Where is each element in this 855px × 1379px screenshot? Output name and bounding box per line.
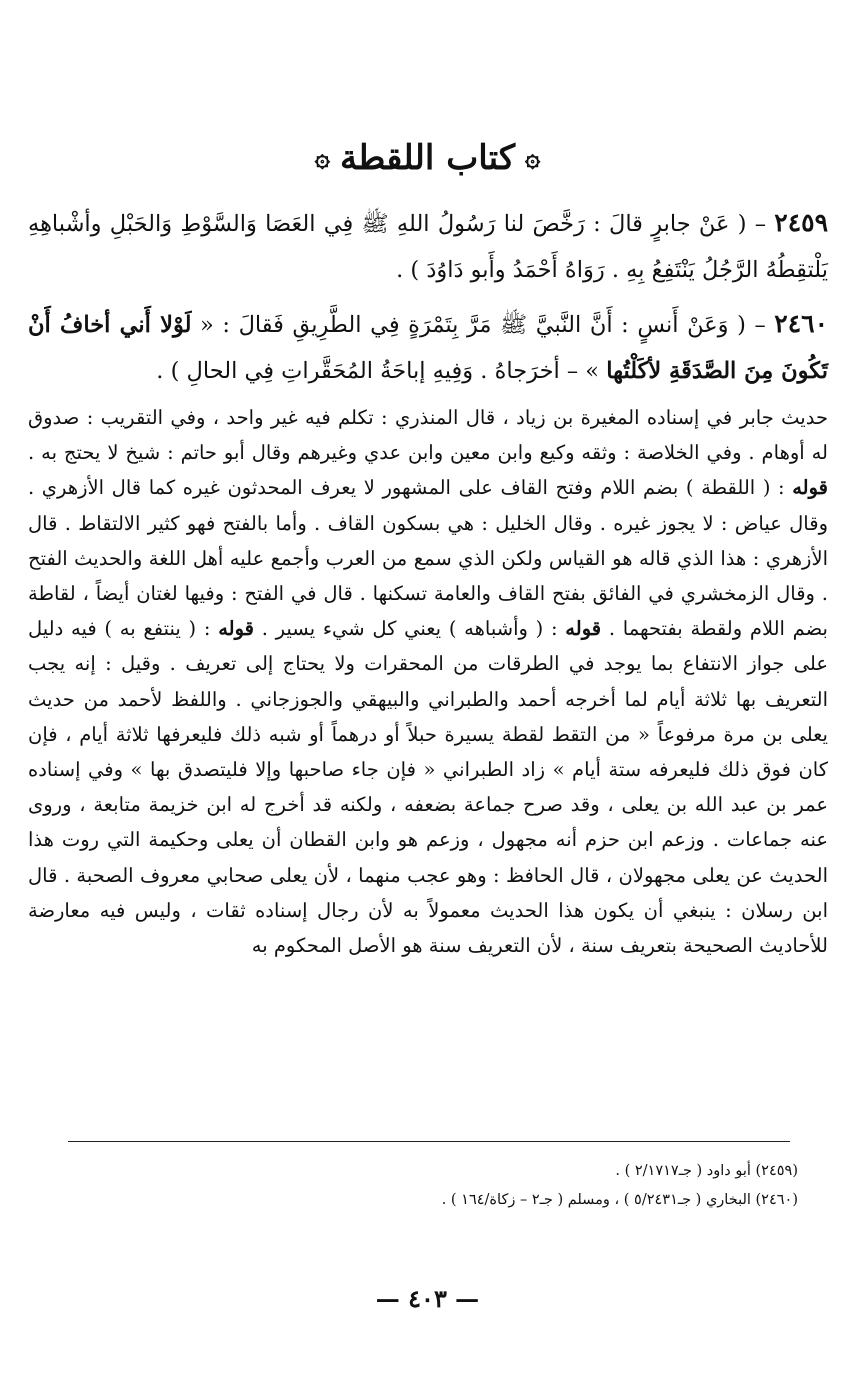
page-number: — ٤٠٣ — <box>375 1284 480 1313</box>
commentary-text: : ( ينتفع به ) فيه دليل على جواز الانتفاع بما يوجد في الطرقات من المحقرات ولا يحتاج إلى تعريف . وقيل : إنه يجب التعريف بها ثلاثة أيام لما أخرجه أحمد والطبراني والبيهقي والجوزجاني . واللفظ لأحمد من حديث يعلى بن مرة مرفوعاً « من التقط لقطة يسيرة حبلاً أو درهماً أو شبه ذلك فليعرفها ثلاثة أيام ، فإن كان فوق ذلك فليعرفه ستة أيام » زاد الطبراني « فإن جاء صاحبها وإلا فليتصدق بها » وفي إسناده عمر بن عبد الله بن يعلى ، وقد صرح جماعة بضعفه ، ولكنه قد أخرج له ابن خزيمة متابعة ، وروى عنه جماعات . وزعم ابن حزم أنه مجهول ، وزعم هو وابن القطان أن يعلى وحكيمة التي روت هذا الحديث عن يعلى مجهولان ، قال الحافظ : وهو عجب منهما ، لأن يعلى صحابي معروف الصحبة . قال ابن رسلان : ينبغي أن يكون هذا الحديث معمولاً به لأن رجال إسناده ثقات ، وليس فيه معارضة للأحاديث الصحيحة بتعريف سنة ، لأن التعريف سنة هو الأصل المحكوم به <box>28 617 828 958</box>
hadith-section <box>28 200 828 394</box>
commentary-text: : ( اللقطة ) بضم اللام وفتح القاف على المشهور لا يعرف المحدثون غيره كما قال الأزهري . وقال عياض : لا يجوز غيره . وقال الخليل : هي بسكون القاف . وأما بالفتح فهو كثير الالتقاط . قال الأزهري : هذا الذي قاله هو القياس ولكن الذي سمع من العرب وأجمع عليه أهل اللغة والحديث الفتح . وقال الزمخشري في الفائق بفتح القاف والعامة تسكنها . قال في الفتح : وفيها لغتان أيضاً ، لقاطة بضم اللام ولقطة بفتحهما . <box>28 476 829 641</box>
chapter-title <box>0 138 855 178</box>
footnotes <box>28 1157 798 1215</box>
footnote-2459: (٢٤٥٩) أبو داود ( جـ٢/١٧١٧ ) . <box>615 1163 798 1179</box>
hadith-text: – ( وَعَنْ أَنسٍ : أَنَّ النَّبيَّ ﷺ مَرَّ بِتَمْرَةٍ فِي الطَّرِيقِ فَقالَ : « <box>191 312 775 338</box>
hadith-quote: لَوْلا أَني أخافُ أَنْ تَكُونَ مِنَ الصَّدَقَةِ لأكَلْتُها <box>28 312 828 384</box>
keyword-qawluh: قوله <box>565 617 602 641</box>
hadith-2460 <box>28 301 828 394</box>
hadith-number: ٢٤٦٠ <box>774 309 829 338</box>
footnote-2460: (٢٤٦٠) البخاري ( جـ٥/٢٤٣١ ) ، ومسلم ( جـ٢ – زكاة/١٦٤ ) . <box>441 1192 798 1208</box>
hadith-2459 <box>28 200 828 293</box>
keyword-qawluh: قوله <box>218 617 254 641</box>
commentary-paragraph <box>28 400 828 963</box>
hadith-text: – ( عَنْ جابرٍ قالَ : رَخَّصَ لنا رَسُولُ اللهِ ﷺ فِي العَصَا وَالسَّوْطِ وَالحَبْلِ وأشْباهِهِ يَلْتقِطُهُ الرَّجُلُ يَنْتَفِعُ بِهِ . رَوَاهُ أَحْمَدُ وأَبو دَاوُدَ ) . <box>28 211 828 283</box>
footnote-divider <box>68 1141 790 1142</box>
hadith-text: » – أخرَجاهُ . وَفِيهِ إباحَةُ المُحَقَّراتِ فِي الحالِ ) . <box>156 358 607 384</box>
commentary-text: : ( وأشباهه ) يعني كل شيء يسير . <box>253 617 566 641</box>
commentary-text: حديث جابر في إسناده المغيرة بن زياد ، قال المنذري : تكلم فيه غير واحد ، وفي التقريب : صدوق له أوهام . وفي الخلاصة : وثقه وكيع وابن معين وابن عدي وغيرهم وقال أبو حاتم : شيخ لا يحتج به . <box>28 406 828 465</box>
hadith-number: ٢٤٥٩ <box>774 208 828 237</box>
keyword-qawluh: قوله <box>792 476 828 500</box>
ornament-icon: ۞ <box>525 143 541 173</box>
ornament-icon: ۞ <box>314 143 330 173</box>
commentary <box>28 400 828 963</box>
chapter-title-text: كتاب اللقطة <box>339 138 516 178</box>
